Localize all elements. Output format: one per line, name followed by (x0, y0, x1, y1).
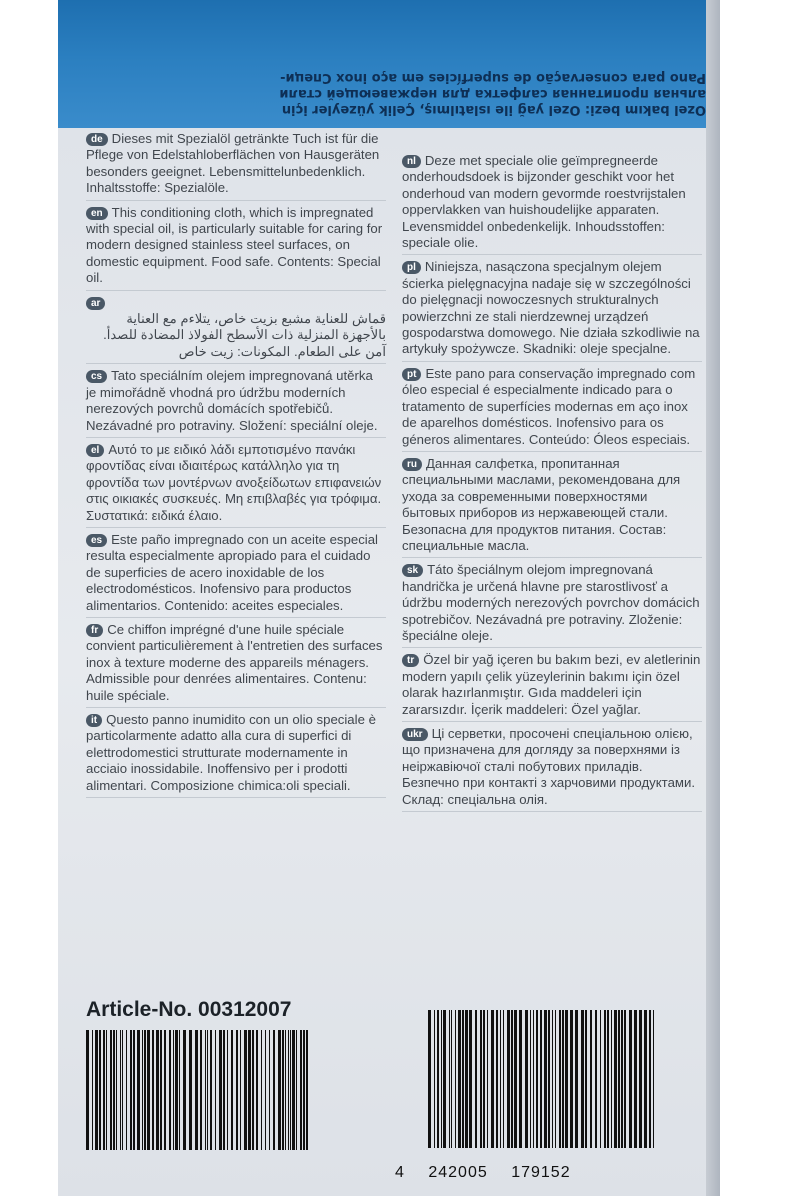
barcode-bar (487, 1010, 488, 1148)
barcode-digits (395, 1164, 665, 1182)
barcode-bar (511, 1010, 513, 1148)
description-en (86, 205, 386, 291)
barcode-bar (428, 1010, 431, 1148)
description-el (86, 442, 386, 528)
language-badge: de (86, 133, 108, 146)
barcode-bar (434, 1010, 435, 1148)
barcode-bar (621, 1010, 623, 1148)
barcode-digit-group: 242005 (428, 1164, 488, 1181)
barcode-bar (99, 1030, 101, 1150)
language-badge: el (86, 444, 104, 457)
barcode-bar (437, 1010, 439, 1148)
barcode-bar (207, 1030, 208, 1150)
description-fr (86, 622, 386, 708)
description-ru (402, 456, 702, 558)
barcode-bar (607, 1010, 609, 1148)
barcode-bar (475, 1010, 477, 1148)
barcode-bar (536, 1010, 538, 1148)
article-value: 00312007 (198, 998, 292, 1021)
description-column-left (86, 131, 386, 802)
language-badge: fr (86, 624, 103, 637)
language-badge: pl (402, 261, 421, 274)
barcode-bar (552, 1010, 553, 1148)
barcode-bar (227, 1030, 228, 1150)
barcode-bar (292, 1030, 295, 1150)
description-text: Este paño impregnado con un aceite especial resulta especialmente apropiado para el cuidado de superficies de acero inoxidable de los electrodomésticos. Inofensivo para productos alimentarios. Contenido: aceites especiales. (86, 531, 378, 613)
barcode-bar (575, 1010, 578, 1148)
barcode-bar (173, 1030, 174, 1150)
description-text: Tato speciálním olejem impregnovaná utěrka je mimořádně vhodná pro údržbu moderních nerezových povrchů domácích spotřebičů. Nezávadné pro potraviny. Složení: speciální oleje. (86, 368, 378, 433)
flap-text-line: Pano para conservação de superfícies em aço inox Специ- (280, 70, 706, 85)
barcode-bar (455, 1010, 456, 1148)
barcode-bar (290, 1030, 291, 1150)
barcode-bar (465, 1010, 468, 1148)
barcode-bar (122, 1030, 123, 1150)
barcode-bar (300, 1030, 302, 1150)
barcode-bar (210, 1030, 212, 1150)
barcode-bar (189, 1030, 192, 1150)
language-badge: cs (86, 370, 107, 383)
description-text: Táto špeciálnym olejom impregnovaná handrička je určená hlavne pre starostlivosť a údržbu moderných nerezových povrchov domácich spotrebičov. Nezávadná pre potraviny. Zloženie: špeciálne oleje. (402, 562, 700, 643)
language-badge: es (86, 534, 107, 547)
box-top-flap (58, 0, 706, 128)
barcode-bar (519, 1010, 522, 1148)
article-barcode (86, 1030, 310, 1150)
language-badge: it (86, 714, 102, 727)
description-tr (402, 652, 702, 722)
description-text: Deze met speciale olie geïmpregneerde onderhoudsdoek is bijzonder geschikt voor het onderhoud van modern gevormde roestvrijstalen oppervlakken van huishoudelijke apparaten. Levensmiddel onbedenkelijk. Inhoudsstoffen: speciale olie. (402, 153, 686, 251)
barcode-bar (306, 1030, 308, 1150)
barcode-bar (618, 1010, 620, 1148)
description-it (86, 712, 386, 798)
barcode-bar (288, 1030, 289, 1150)
barcode-bar (544, 1010, 547, 1148)
barcode-bar (500, 1010, 501, 1148)
description-column-right (402, 153, 702, 816)
barcode-bar (152, 1030, 154, 1150)
barcode-bar (303, 1030, 305, 1150)
barcode-bar (530, 1010, 531, 1148)
language-badge: pt (402, 368, 421, 381)
description-text: Данная салфетка, пропитанная специальными маслами, рекомендована для ухода за современными поверхностями бытовых приборов из нержавеющей стали. Безопасна для продуктов питания. Состав: специальные масла. (402, 455, 681, 553)
barcode-bar (600, 1010, 601, 1148)
barcode-bar (252, 1030, 254, 1150)
barcode-bar (142, 1030, 143, 1150)
barcode-bar (256, 1030, 258, 1150)
barcode-bar (215, 1030, 216, 1150)
barcode-bar (116, 1030, 117, 1150)
barcode-bar (195, 1030, 198, 1150)
barcode-bar (200, 1030, 202, 1150)
barcode-bar (458, 1010, 461, 1148)
barcode-bar (106, 1030, 107, 1150)
barcode-bar (449, 1010, 450, 1148)
barcode-bar (507, 1010, 510, 1148)
barcode-bar (164, 1030, 166, 1150)
barcode-bar (236, 1030, 238, 1150)
barcode-bar (491, 1010, 494, 1148)
barcode-bar (649, 1010, 651, 1148)
description-pl (402, 259, 702, 361)
language-badge: ar (86, 297, 105, 310)
language-badge: ru (402, 458, 422, 471)
barcode-bar (480, 1010, 482, 1148)
barcode-bar (639, 1010, 642, 1148)
description-sk (402, 562, 702, 648)
barcode-bar (137, 1030, 140, 1150)
language-badge: nl (402, 155, 421, 168)
barcode-bar (624, 1010, 626, 1148)
barcode-bar (469, 1010, 472, 1148)
description-pt (402, 366, 702, 452)
barcode-bar (562, 1010, 564, 1148)
barcode-bar (86, 1030, 89, 1150)
barcode-bar (570, 1010, 573, 1148)
barcode-bar (265, 1030, 266, 1150)
description-text: Dieses mit Spezialöl getränkte Tuch ist für die Pflege von Edelstahloberflächen von Hausgeräten besonders geeignet. Lebensmittelunbedenklich. Inhaltsstoffe: Spezialöle. (86, 131, 380, 196)
barcode-bar (156, 1030, 159, 1150)
barcode-bar (590, 1010, 592, 1148)
barcode-bar (443, 1010, 446, 1148)
description-text: This conditioning cloth, which is impregnated with special oil, is particularly suitable for caring for modern designed stainless steel surfaces, on domestic equipment. Food safe. Contents: Special oil. (86, 204, 383, 286)
barcode-bar (278, 1030, 281, 1150)
barcode-bar (133, 1030, 135, 1150)
description-text: قماش للعناية مشبع بزيت خاص، يتلاءم مع العناية بالأجهزة المنزلية ذات الأسطح الفولاذ المضادة للصدأ. آمن على الطعام. المكونات: زيت خاص (103, 311, 386, 359)
flap-text-line: Özel bakım bezi: Özel yağ ile ıslatılmış, Çelik yüzeyler için (281, 102, 706, 117)
barcode-bar (604, 1010, 606, 1148)
barcode-bar (248, 1030, 251, 1150)
description-text: Ці серветки, просочені спеціальною олією, що призначена для догляду за поверхнями із неіржавіючої сталі побутових приладів. Безпечно при контакті з харчовими продуктами. Склад: спеціальна олія. (402, 726, 696, 807)
description-de (86, 131, 386, 201)
barcode-bar (611, 1010, 612, 1148)
barcode-bar (273, 1030, 275, 1150)
barcode-bar (644, 1010, 647, 1148)
description-text: Özel bir yağ içeren bu bakım bezi, ev aletlerinin modern yapılı çelik yüzeylerinin bakımı için özel olarak hazırlanmıştır. Gıda maddeleri için zararsızdır. İçerik maddeleri: Özel yağlar. (402, 652, 701, 717)
description-cs (86, 368, 386, 438)
description-nl (402, 153, 702, 255)
barcode-bar (144, 1030, 146, 1150)
description-text: Niniejsza, nasączona specjalnym olejem ścierka pielęgnacyjna nadaje się w szczególności do pielęgnacji nowoczesnych strukturalnych powierzchni ze stali nierdzewnej urządzeń gospodarstwa domowego. Nie działa szkodliwie na artykuły spożywcze. Skadniki: oleje specjalne. (402, 259, 700, 357)
flap-text-line: альная пропитанная салфетка для нержавеющей стали (279, 86, 706, 101)
barcode-bar (240, 1030, 241, 1150)
barcode-bar (92, 1030, 93, 1150)
barcode-bar (110, 1030, 112, 1150)
barcode-bar (653, 1010, 654, 1148)
description-ukr (402, 726, 702, 812)
barcode-bar (130, 1030, 132, 1150)
article-number (86, 998, 291, 1022)
barcode-bar (629, 1010, 632, 1148)
barcode-bar (103, 1030, 105, 1150)
barcode-bar (261, 1030, 262, 1150)
language-badge: en (86, 207, 108, 220)
barcode-bar (95, 1030, 98, 1150)
barcode-bar (183, 1030, 186, 1150)
description-text: Ce chiffon imprégné d'une huile spéciale convient particulièrement à l'entretien des surfaces inox à texture moderne des appareils ménagers. Admissible pour denrées alimentaires. Contenu: huile spéciale. (86, 621, 383, 703)
box-side-edge (706, 0, 720, 1196)
barcode-bar (559, 1010, 561, 1148)
barcode-bar (120, 1030, 121, 1150)
barcode-bar (595, 1010, 597, 1148)
barcode-bar (462, 1010, 464, 1148)
barcode-bar (525, 1010, 528, 1148)
barcode-bar (533, 1010, 534, 1148)
barcode-bar (219, 1030, 222, 1150)
description-text: Este pano para conservação impregnado com óleo especial é especialmente indicado para o tratamento de superfícies modernas em aço inox de aparelhos domésticos. Inofensivo para os géneros alimentares. Conteúdo: Óleos especiais. (402, 365, 696, 447)
barcode-bar (126, 1030, 127, 1150)
barcode-bar (540, 1010, 542, 1148)
description-ar (86, 295, 386, 365)
barcode-bar (113, 1030, 115, 1150)
barcode-bar (548, 1010, 550, 1148)
description-es (86, 532, 386, 618)
barcode-bar (634, 1010, 637, 1148)
barcode-bar (496, 1010, 498, 1148)
barcode-bar (169, 1030, 171, 1150)
barcode-bar (514, 1010, 517, 1148)
barcode-bar (585, 1010, 587, 1148)
barcode-bar (205, 1030, 206, 1150)
barcode-bar (503, 1010, 504, 1148)
barcode-bar (614, 1010, 617, 1148)
barcode-bar (483, 1010, 485, 1148)
barcode-digit-group: 4 (395, 1164, 405, 1181)
description-text: Αυτό το με ειδικό λάδι εμποτισμένο πανάκι φροντίδας είναι ιδιαιτέρως κατάλληλο για τη φροντίδα των μοντέρνων ανοξείδωτων επιφανειών στις οικιακές συσκευές. Μη επιβλαβές για τρόφιμα. Συστατικά: ειδικά έλαιο. (86, 441, 382, 523)
barcode-bar (296, 1030, 297, 1150)
barcode-bar (223, 1030, 225, 1150)
barcode-bar (160, 1030, 162, 1150)
barcode-bar (441, 1010, 442, 1148)
barcode-bar (555, 1010, 556, 1148)
barcode-bar (231, 1030, 233, 1150)
barcode-bar (285, 1030, 286, 1150)
barcode-bar (581, 1010, 584, 1148)
language-badge: tr (402, 654, 419, 667)
barcode-digit-group: 179152 (511, 1164, 571, 1181)
barcode-bar (451, 1010, 452, 1148)
barcode-bar (175, 1030, 178, 1150)
barcode-bar (269, 1030, 270, 1150)
language-badge: sk (402, 564, 423, 577)
barcode-bar (244, 1030, 247, 1150)
barcode-bar (565, 1010, 568, 1148)
barcode-bar (179, 1030, 180, 1150)
language-badge: ukr (402, 728, 428, 741)
description-text: Questo panno inumidito con un olio speciale è particolarmente adatto alla cura di superfici di elettrodomestici strutturate modernamente in acciaio inossidabile. Inoffensivo per i prodotti alimentari. Composizione chimica:oli speciali. (86, 712, 376, 793)
barcode-bar (282, 1030, 284, 1150)
article-label: Article-No. (86, 998, 193, 1021)
barcode-bar (147, 1030, 150, 1150)
ean-barcode (428, 1010, 656, 1148)
